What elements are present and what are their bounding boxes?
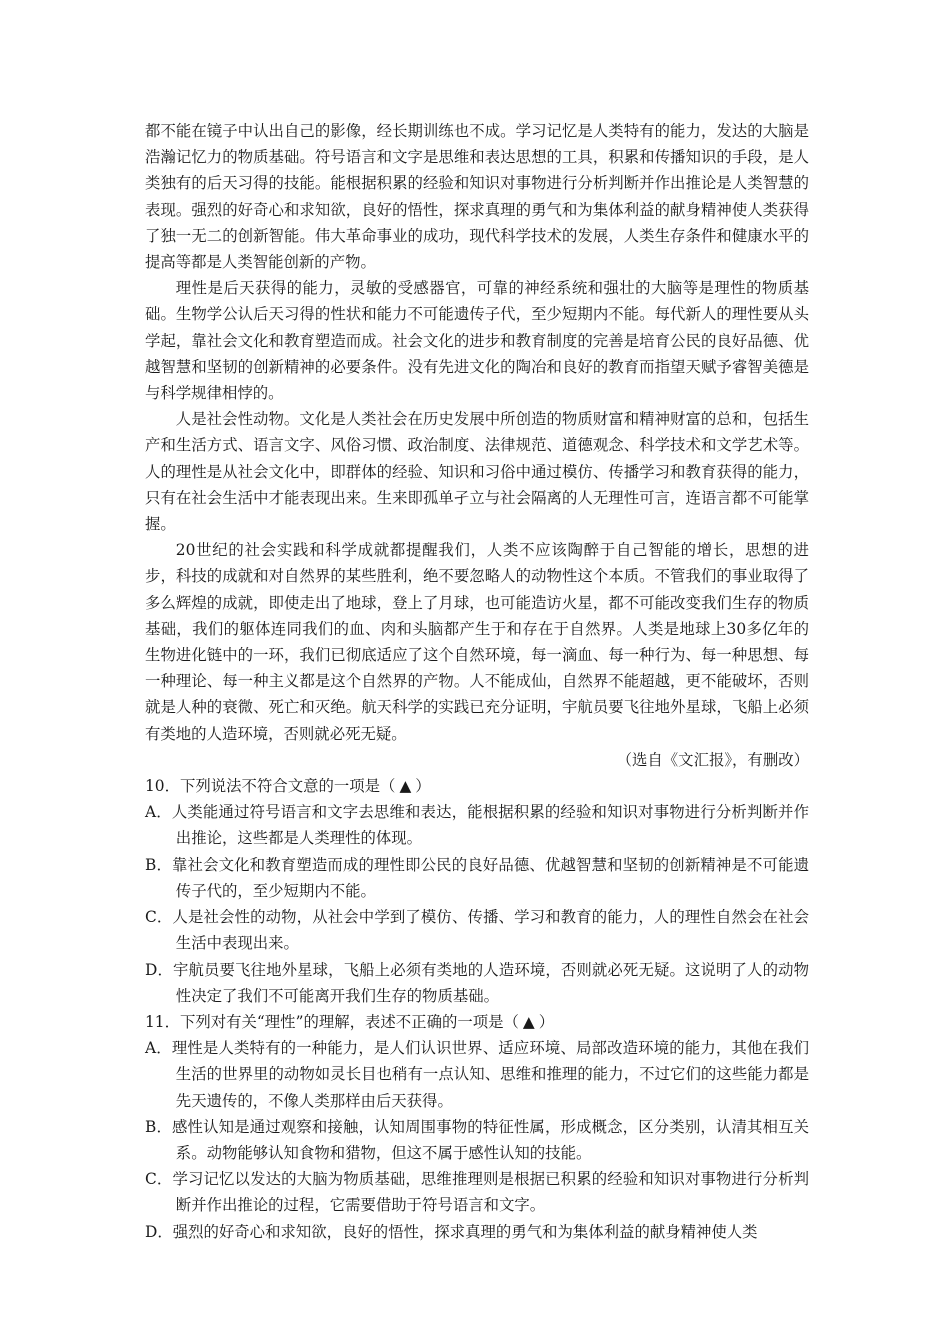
question-11-option-a: A．理性是人类特有的一种能力，是人们认识世界、适应环境、局部改造环境的能力，其他在我们生活的世界里的动物如灵长目也稍有一点认知、思维和推理的能力，不过它们的这些能力都是先天遗传的，不像人类那样由后天获得。	[145, 1039, 809, 1110]
question-11-option-d: D．强烈的好奇心和求知欲，良好的悟性，探求真理的勇气和为集体利益的献身精神使人类	[145, 1222, 758, 1241]
question-11-option-b: B．感性认知是通过观察和接触，认知周围事物的特征性属，形成概念，区分类别，认清其相互关系。动物能够认知食物和猎物，但这不属于感性认知的技能。	[145, 1117, 809, 1162]
question-10-option-d: D．宇航员要飞往地外星球，飞船上必须有类地的人造环境，否则就必死无疑。这说明了人的动物性决定了我们不可能离开我们生存的物质基础。	[145, 960, 809, 1005]
question-stem-close: ）	[538, 1012, 555, 1031]
question-11-stem	[145, 1009, 809, 1035]
question-10-option-b: B．靠社会文化和教育塑造而成的理性即公民的良好品德、优越智慧和坚韧的创新精神是不可能遗传子代的，至少短期内不能。	[145, 855, 809, 900]
question-10-option-c: C．人是社会性的动物，从社会中学到了模仿、传播、学习和教育的能力，人的理性自然会在社会生活中表现出来。	[145, 908, 809, 953]
answer-blank-triangle: ▲	[399, 777, 412, 796]
passage-paragraph-4: 20世纪的社会实践和科学成就都提醒我们，人类不应该陶醉于自己智能的增长，思想的进步，科技的成就和对自然界的某些胜利，绝不要忽略人的动物性这个本质。不管我们的事业取得了多么辉煌的成就，即使走出了地球，登上了月球，也可能造访火星，都不可能改变我们生存的物质基础，我们的躯体连同我们的血、肉和头脑都产生于和存在于自然界。人类是地球上30多亿年的生物进化链中的一环，我们已彻底适应了这个自然环境，每一滴血、每一种行为、每一种思想、每一种理论、每一种主义都是这个自然界的产物。人不能成仙，自然界不能超越，更不能破坏，否则就是人种的衰微、死亡和灭绝。航天科学的实践已充分证明，宇航员要飞往地外星球，飞船上必须有类地的人造环境，否则就必死无疑。	[145, 541, 809, 743]
passage-paragraph-3: 人是社会性动物。文化是人类社会在历史发展中所创造的物质财富和精神财富的总和，包括生产和生活方式、语言文字、风俗习惯、政治制度、法律规范、道德观念、科学技术和文学艺术等。人的理性是从社会文化中，即群体的经验、知识和习俗中通过模仿、传播学习和教育获得的能力，只有在社会生活中才能表现出来。生来即孤单孑立与社会隔离的人无理性可言，连语言都不可能掌握。	[145, 410, 809, 534]
question-stem-text: 10．下列说法不符合文意的一项是（	[145, 777, 396, 796]
question-stem-close: ）	[415, 777, 431, 796]
question-11-option-c: C．学习记忆以发达的大脑为物质基础，思维推理则是根据已积累的经验和知识对事物进行分析判断并作出推论的过程，它需要借助于符号语言和文字。	[145, 1170, 809, 1215]
question-10-stem	[145, 773, 809, 799]
document-page	[145, 118, 809, 1245]
question-stem-text: 11．下列对有关“理性”的理解，表述不正确的一项是（	[145, 1012, 519, 1031]
answer-blank-triangle: ▲	[522, 1012, 535, 1031]
passage-paragraph-1: 都不能在镜子中认出自己的影像，经长期训练也不成。学习记忆是人类特有的能力，发达的大脑是浩瀚记忆力的物质基础。符号语言和文字是思维和表达思想的工具，积累和传播知识的手段，是人类独有的后天习得的技能。能根据积累的经验和知识对事物进行分析判断并作出推论是人类智慧的表现。强烈的好奇心和求知欲，良好的悟性，探求真理的勇气和为集体利益的献身精神使人类获得了独一无二的创新智能。伟大革命事业的成功，现代科学技术的发展，人类生存条件和健康水平的提高等都是人类智能创新的产物。	[145, 122, 809, 272]
source-citation: （选自《文汇报》，有删改）	[616, 750, 809, 769]
passage-paragraph-2: 理性是后天获得的能力，灵敏的受感器官，可靠的神经系统和强壮的大脑等是理性的物质基础。生物学公认后天习得的性状和能力不可能遗传子代，至少短期内不能。每代新人的理性要从头学起，靠社会文化和教育塑造而成。社会文化的进步和教育制度的完善是培育公民的良好品德、优越智慧和坚韧的创新精神的必要条件。没有先进文化的陶冶和良好的教育而指望天赋予睿智美德是与科学规律相悖的。	[145, 279, 809, 403]
question-10-option-a: A．人类能通过符号语言和文字去思维和表达，能根据积累的经验和知识对事物进行分析判断并作出推论，这些都是人类理性的体现。	[145, 803, 809, 848]
